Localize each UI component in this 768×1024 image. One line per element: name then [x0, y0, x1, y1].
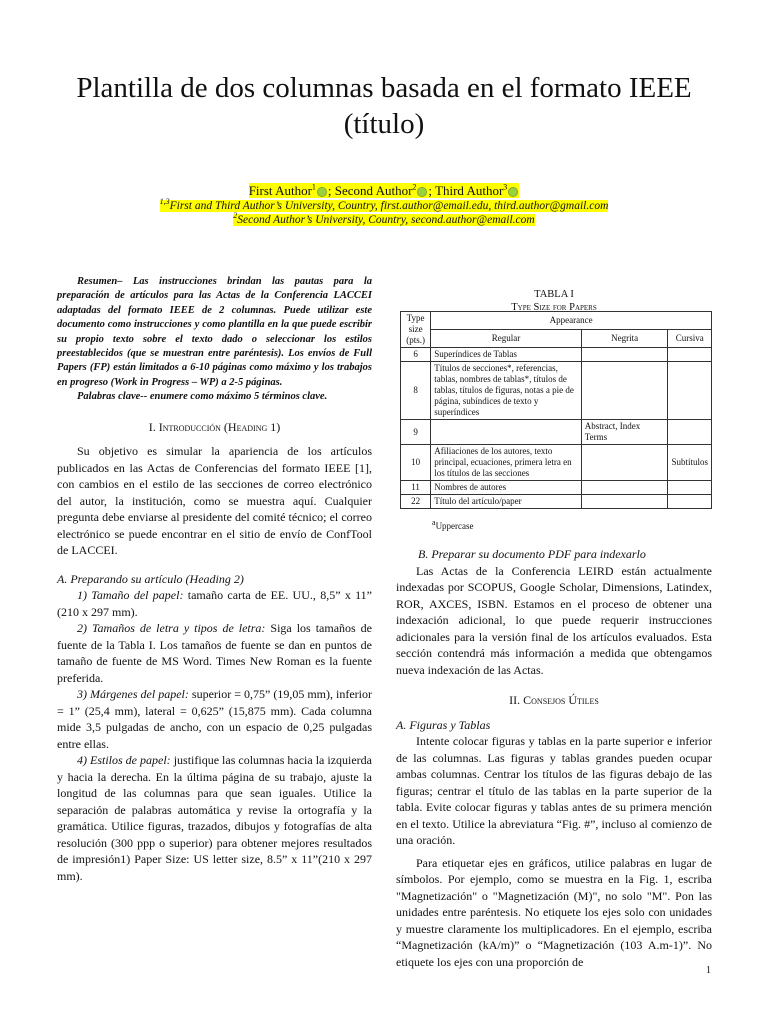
page-number: 1 [706, 965, 711, 976]
author-2: ; Second Author [327, 183, 413, 198]
right-column [396, 546, 712, 970]
subsection-heading-figures: A. Figuras y Tablas [396, 717, 491, 732]
orcid-icon[interactable] [317, 187, 327, 197]
author-3: ; Third Author [428, 183, 504, 198]
table-row: 6 Superíndices de Tablas [401, 348, 712, 362]
orcid-icon[interactable] [508, 187, 518, 197]
table-header-regular: Regular [431, 330, 582, 348]
table-row: 9 Abstract, Index Terms [401, 420, 712, 445]
item-margins: 3) Márgenes del papel: superior = 0,75” (19,05 mm), inferior = 1” (25,4 mm), lateral = 0,625” (15,875 mm). Cada columna mide 3,5 pulgadas de ancho, con un espacio de 0,25 pulgadas entre ellas. [57, 687, 373, 751]
author-block [0, 183, 768, 227]
intro-paragraph: Su objetivo es simular la apariencia de los artículos publicados en las Actas de Conferencias del formato IEEE [1], con cambios en el estilo de las secciones de correo electrónico del autor, la institución, como se muestra aquí. Cualquier pregunta debe enviarse al presidente del comité técnico; el correo electrónico se puede encontrar en el sitio de envío de ConfTool de LACCEI. [57, 444, 372, 558]
orcid-icon[interactable] [417, 187, 427, 197]
figures-paragraph-1: Intente colocar figuras y tablas en la parte superior e inferior de las columnas. Las figuras y tablas grandes pueden ocupar ambas columnas. Centrar los títulos de las figuras debajo de las figuras; centrar el título de las tablas en la parte superior de la tabla. Evite colocar figuras y tablas antes de su primera mención en el texto. Utilice la abreviatura “Fig. #”, incluso al comienzo de una oración. [396, 734, 712, 847]
table-footnote: $^a$Uppercase [432, 518, 474, 531]
item-styles: 4) Estilos de papel: justifique las columnas hacia la izquierda y hacia la derecha. En la última página de su trabajo, ajuste la longitud de las columnas para que sean iguales. Utilice la separación de palabras automática y revise la ortografía y la gramática. Utilice figuras, trazados, dibujos y fotografías de alta resolución (300 ppp o superior) para obtener mejores resultados de impresión1) Paper Size: US letter size, 8.5” x 11”(210 x 297 mm). [57, 753, 373, 883]
left-column [57, 275, 372, 884]
table-header-italic: Cursiva [668, 330, 712, 348]
author-names: First Author$^1$ ; Second Author$^2$ ; Third Author$^3$ [0, 183, 768, 199]
type-size-table [400, 311, 712, 509]
subsection-heading-b: B. Preparar su documento PDF para indexarlo [418, 547, 646, 561]
author-1: First Author [248, 183, 312, 198]
figures-paragraph-2: Para etiquetar ejes en gráficos, utilice palabras en lugar de símbolos. Por ejemplo, como se muestra en la Fig. 1, escriba "Magnetización" o "Magnetización (M)", no solo "M". Pon las unidades entre paréntesis. No etiquete los ejes solo con unidades y muestre claramente los multiplicadores. En el ejemplo, escriba “Magnetización (kA/m)” o “Magnetización (103 A.m-1)”. No etiquete los ejes con una proporción de [396, 855, 712, 969]
affiliation-2: $^2$Second Author’s University, Country, second.author@email.com [233, 211, 535, 226]
table-row: 11 Nombres de autores [401, 481, 712, 495]
item-font-sizes: 2) Tamaños de letra y tipos de letra: Siga los tamaños de fuente de la Tabla I. Los tamaños de fuente se dan en puntos de tamaño de fuente de MS Word. Times New Roman es la fuente preferida. [57, 621, 373, 685]
subsection-heading-a: A. Preparando su artículo (Heading 2) [57, 571, 244, 586]
affiliation-1: $^{1,3}$First and Third Author’s University, Country, first.author@email.edu, third.author@gmail.com [159, 197, 609, 212]
table-row: 10 Afiliaciones de los autores, texto principal, ecuaciones, primera letra en los títulos de las secciones Subtítulos [401, 445, 712, 481]
paper-title: Plantilla de dos columnas basada en el formato IEEE (título) [76, 72, 692, 140]
abstract: Resumen– Las instrucciones brindan las pautas para la preparación de artículos para las Actas de la Conferencia LACCEI adaptadas del formato IEEE de 2 columnas. Puede utilizar este documento como instrucciones y como plantilla en la que puede escribir su propio texto sobre el texto dado o seleccionar los estilos preestablecidos (que se muestran entre paréntesis). Los envíos de Full Papers (FP) están limitados a 6-10 páginas como máximo y los trabajos en progreso (Work in Progress – WP) a 2-5 páginas. [57, 276, 372, 388]
table-header-appearance: Appearance [431, 312, 712, 330]
keywords: Palabras clave-- enumere como máximo 5 términos clave. [77, 391, 328, 403]
indexing-paragraph: Las Actas de la Conferencia LEIRD están actualmente indexadas por SCOPUS, Google Scholar, Dimensions, Latindex, ROR, AXCES, ISBN. Estamos en el proceso de obtener una indexación adicional, lo que puede requerir instrucciones adicionales para la versión final de los artículos evaluados. Esta sección contendrá más información a medida que obtengamos nueva indexación de las Actas. [396, 563, 712, 677]
table-caption: TABLA I Type Size for Papers [396, 289, 712, 314]
item-paper-size: 1) Tamaño del papel: tamaño carta de EE. UU., 8,5” x 11” (210 x 297 mm). [57, 588, 372, 619]
table-header-type: Type size (pts.) [401, 312, 431, 348]
section-heading-tips: II. Consejos Útiles [509, 693, 599, 707]
table-subcaption: Type Size for Papers [511, 301, 597, 313]
section-heading-intro: I. Introducción (Heading 1) [148, 419, 281, 434]
table-header-bold: Negrita [581, 330, 668, 348]
table-row: 8 Títulos de secciones*, referencias, tablas, nombres de tablas*, títulos de tablas, títulos de figuras, notas a pie de página, subíndices de texto y superíndices [401, 362, 712, 420]
table-row: 22 Título del artículo/paper [401, 495, 712, 509]
